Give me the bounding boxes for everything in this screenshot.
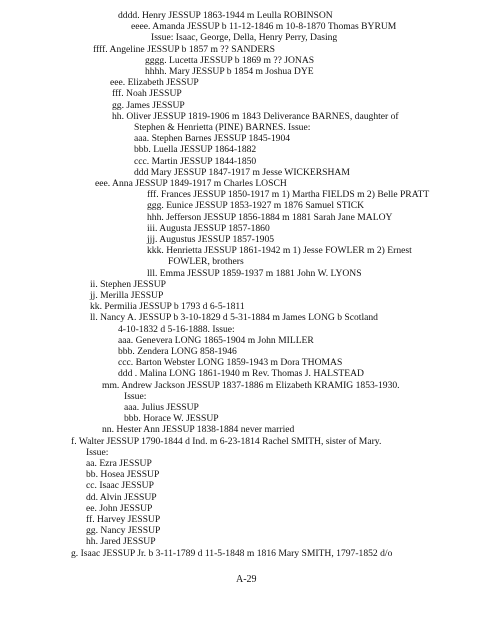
- text-line: jjj. Augustus JESSUP 1857-1905: [147, 234, 275, 245]
- text-line: Stephen & Henrietta (PINE) BARNES. Issue:: [134, 122, 311, 133]
- text-line: ffff. Angeline JESSUP b 1857 m ?? SANDERS: [93, 43, 275, 55]
- text-line: Issue:: [124, 390, 147, 402]
- text-line: cc. Isaac JESSUP: [86, 480, 154, 492]
- text-line: ff. Harvey JESSUP: [86, 514, 161, 525]
- text-line: ll. Nancy A. JESSUP b 3-10-1829 d 5-31-1884 m James LONG b Scotland: [90, 312, 378, 324]
- text-line: gg. Nancy JESSUP: [86, 525, 161, 537]
- text-line: gggg. Lucetta JESSUP b 1869 m ?? JONAS: [145, 54, 315, 66]
- text-line: jj. Merilla JESSUP: [90, 290, 164, 301]
- text-line: bbb. Zendera LONG 858-1946: [118, 346, 237, 357]
- text-line: Issue: Isaac, George, Della, Henry Perry, Dasing: [151, 32, 338, 44]
- text-line: lll. Emma JESSUP 1859-1937 m 1881 John W. LYONS: [147, 267, 362, 279]
- text-line: iii. Augusta JESSUP 1857-1860: [147, 222, 270, 234]
- text-line: eee. Elizabeth JESSUP: [110, 77, 199, 89]
- text-line: eeee. Amanda JESSUP b 11-12-1846 m 10-8-1870 Thomas BYRUM: [131, 21, 397, 33]
- text-line: g. Isaac JESSUP Jr. b 3-11-1789 d 11-5-1848 m 1816 Mary SMITH, 1797-1852 d/o: [71, 547, 393, 559]
- text-line: 4-10-1832 d 5-16-1888. Issue:: [118, 323, 235, 335]
- text-line: ddd Mary JESSUP 1847-1917 m Jesse WICKERSHAM: [134, 166, 350, 178]
- text-line: dddd. Henry JESSUP 1863-1944 m Leulla ROBINSON: [118, 10, 333, 21]
- text-line: hh. Oliver JESSUP 1819-1906 m 1843 Deliverance BARNES, daughter of: [112, 110, 399, 122]
- text-line: aaa. Genevera LONG 1865-1904 m John MILLER: [118, 334, 314, 346]
- text-line: fff. Frances JESSUP 1850-1917 m 1) Martha FIELDS m 2) Belle PRATT: [147, 189, 430, 201]
- text-line: FOWLER, brothers: [168, 256, 244, 268]
- text-line: dd. Alvin JESSUP: [86, 491, 157, 503]
- text-line: hh. Jared JESSUP: [86, 536, 156, 548]
- text-line: ddd . Malina LONG 1861-1940 m Rev. Thomas J. HALSTEAD: [118, 368, 364, 380]
- text-line: ccc. Martin JESSUP 1844-1850: [134, 155, 257, 167]
- text-line: aaa. Stephen Barnes JESSUP 1845-1904: [134, 133, 291, 145]
- page-number: A-29: [236, 574, 257, 585]
- text-line: ii. Stephen JESSUP: [90, 278, 166, 290]
- text-line: aaa. Julius JESSUP: [124, 402, 199, 413]
- text-line: hhh. Jefferson JESSUP 1856-1884 m 1881 Sarah Jane MALOY: [147, 211, 393, 223]
- text-line: eee. Anna JESSUP 1849-1917 m Charles LOSCH: [95, 178, 287, 189]
- text-line: bbb. Horace W. JESSUP: [124, 413, 219, 425]
- text-line: gg. James JESSUP: [112, 99, 185, 111]
- text-line: kk. Permilia JESSUP b 1793 d 6-5-1811: [90, 301, 245, 313]
- text-line: ccc. Barton Webster LONG 1859-1943 m Dora THOMAS: [118, 357, 343, 369]
- text-line: f. Walter JESSUP 1790-1844 d Ind. m 6-23-1814 Rachel SMITH, sister of Mary.: [71, 435, 382, 447]
- text-line: bb. Hosea JESSUP: [86, 469, 160, 481]
- text-line: Issue:: [86, 446, 109, 458]
- text-line: bbb. Luella JESSUP 1864-1882: [134, 144, 257, 156]
- text-line: ee. John JESSUP: [86, 502, 153, 514]
- text-line: aa. Ezra JESSUP: [86, 458, 152, 469]
- text-line: nn. Hester Ann JESSUP 1838-1884 never married: [102, 424, 295, 436]
- text-line: hhhh. Mary JESSUP b 1854 m Joshua DYE: [145, 66, 314, 77]
- text-line: kkk. Henrietta JESSUP 1861-1942 m 1) Jesse FOWLER m 2) Ernest: [147, 245, 412, 257]
- text-line: ggg. Eunice JESSUP 1853-1927 m 1876 Samuel STICK: [147, 200, 365, 212]
- text-line: fff. Noah JESSUP: [112, 88, 182, 100]
- text-line: mm. Andrew Jackson JESSUP 1837-1886 m Elizabeth KRAMIG 1853-1930.: [102, 379, 400, 391]
